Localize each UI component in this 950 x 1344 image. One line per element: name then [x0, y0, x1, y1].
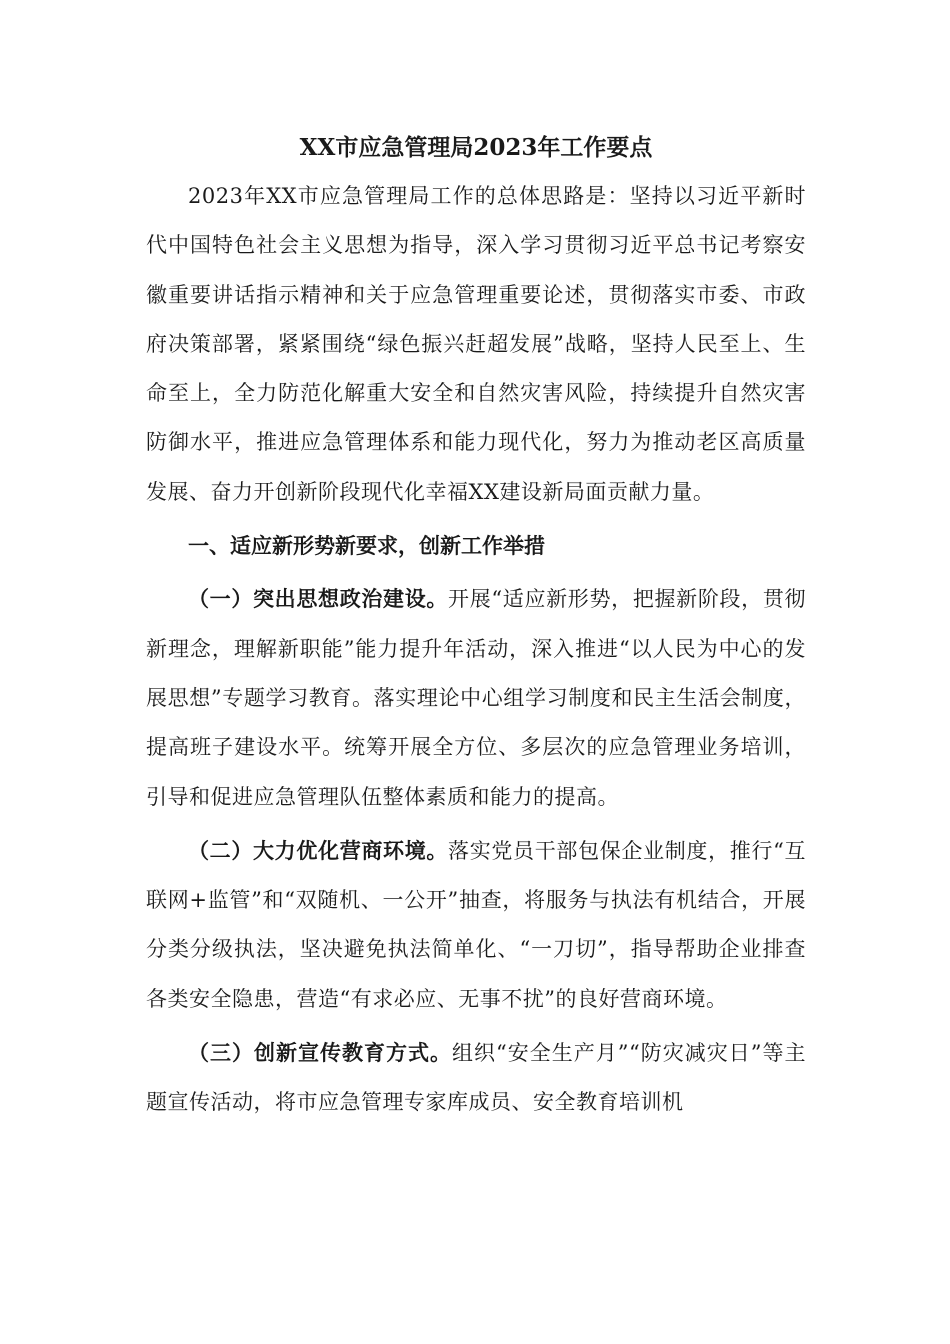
- section-heading: 一、适应新形势新要求，创新工作举措: [188, 533, 545, 559]
- document-page: [146, 128, 806, 1128]
- subsection-lead: （二）大力优化营商环境。: [188, 837, 449, 863]
- document-title: XX市应急管理局2023年工作要点: [299, 134, 653, 161]
- subsection-paragraph-2: [146, 826, 806, 1024]
- subsection-lead: （一）突出思想政治建设。: [188, 586, 449, 612]
- subsection-text: 组织“安全生产月”“防灾减灾日”等主题宣传活动，将市应急管理专家库成员、安全教育培训机: [146, 1041, 807, 1115]
- subsection-text: 开展“适应新形势，把握新阶段，贯彻新理念，理解新职能”能力提升年活动，深入推进“以人民为中心的发展思想”专题学习教育。落实理论中心组学习制度和民主生活会制度，提高班子建设水平。统筹开展全方位、多层次的应急管理业务培训，引导和促进应急管理队伍整体素质和能力的提高。: [146, 587, 807, 809]
- subsection-paragraph-1: [146, 574, 806, 821]
- intro-paragraph: 2023年XX市应急管理局工作的总体思路是：坚持以习近平新时代中国特色社会主义思想为指导，深入学习贯彻习近平总书记考察安徽重要讲话指示精神和关于应急管理重要论述，贯彻落实市委、市政府决策部署，紧紧围绕“绿色振兴赶超发展”战略，坚持人民至上、生命至上，全力防范化解重大安全和自然灾害风险，持续提升自然灾害防御水平，推进应急管理体系和能力现代化，努力为推动老区高质量发展、奋力开创新阶段现代化幸福XX建设新局面贡献力量。: [146, 184, 806, 504]
- subsection-text: 落实党员干部包保企业制度，推行“互联网+监管”和“双随机、一公开”抽查，将服务与执法有机结合，开展分类分级执法，坚决避免执法简单化、“一刀切”，指导帮助企业排查各类安全隐患，营造“有求必应、无事不扰”的良好营商环境。: [146, 838, 807, 1011]
- subsection-paragraph-3: [146, 1028, 806, 1128]
- subsection-lead: （三）创新宣传教育方式。: [188, 1040, 453, 1066]
